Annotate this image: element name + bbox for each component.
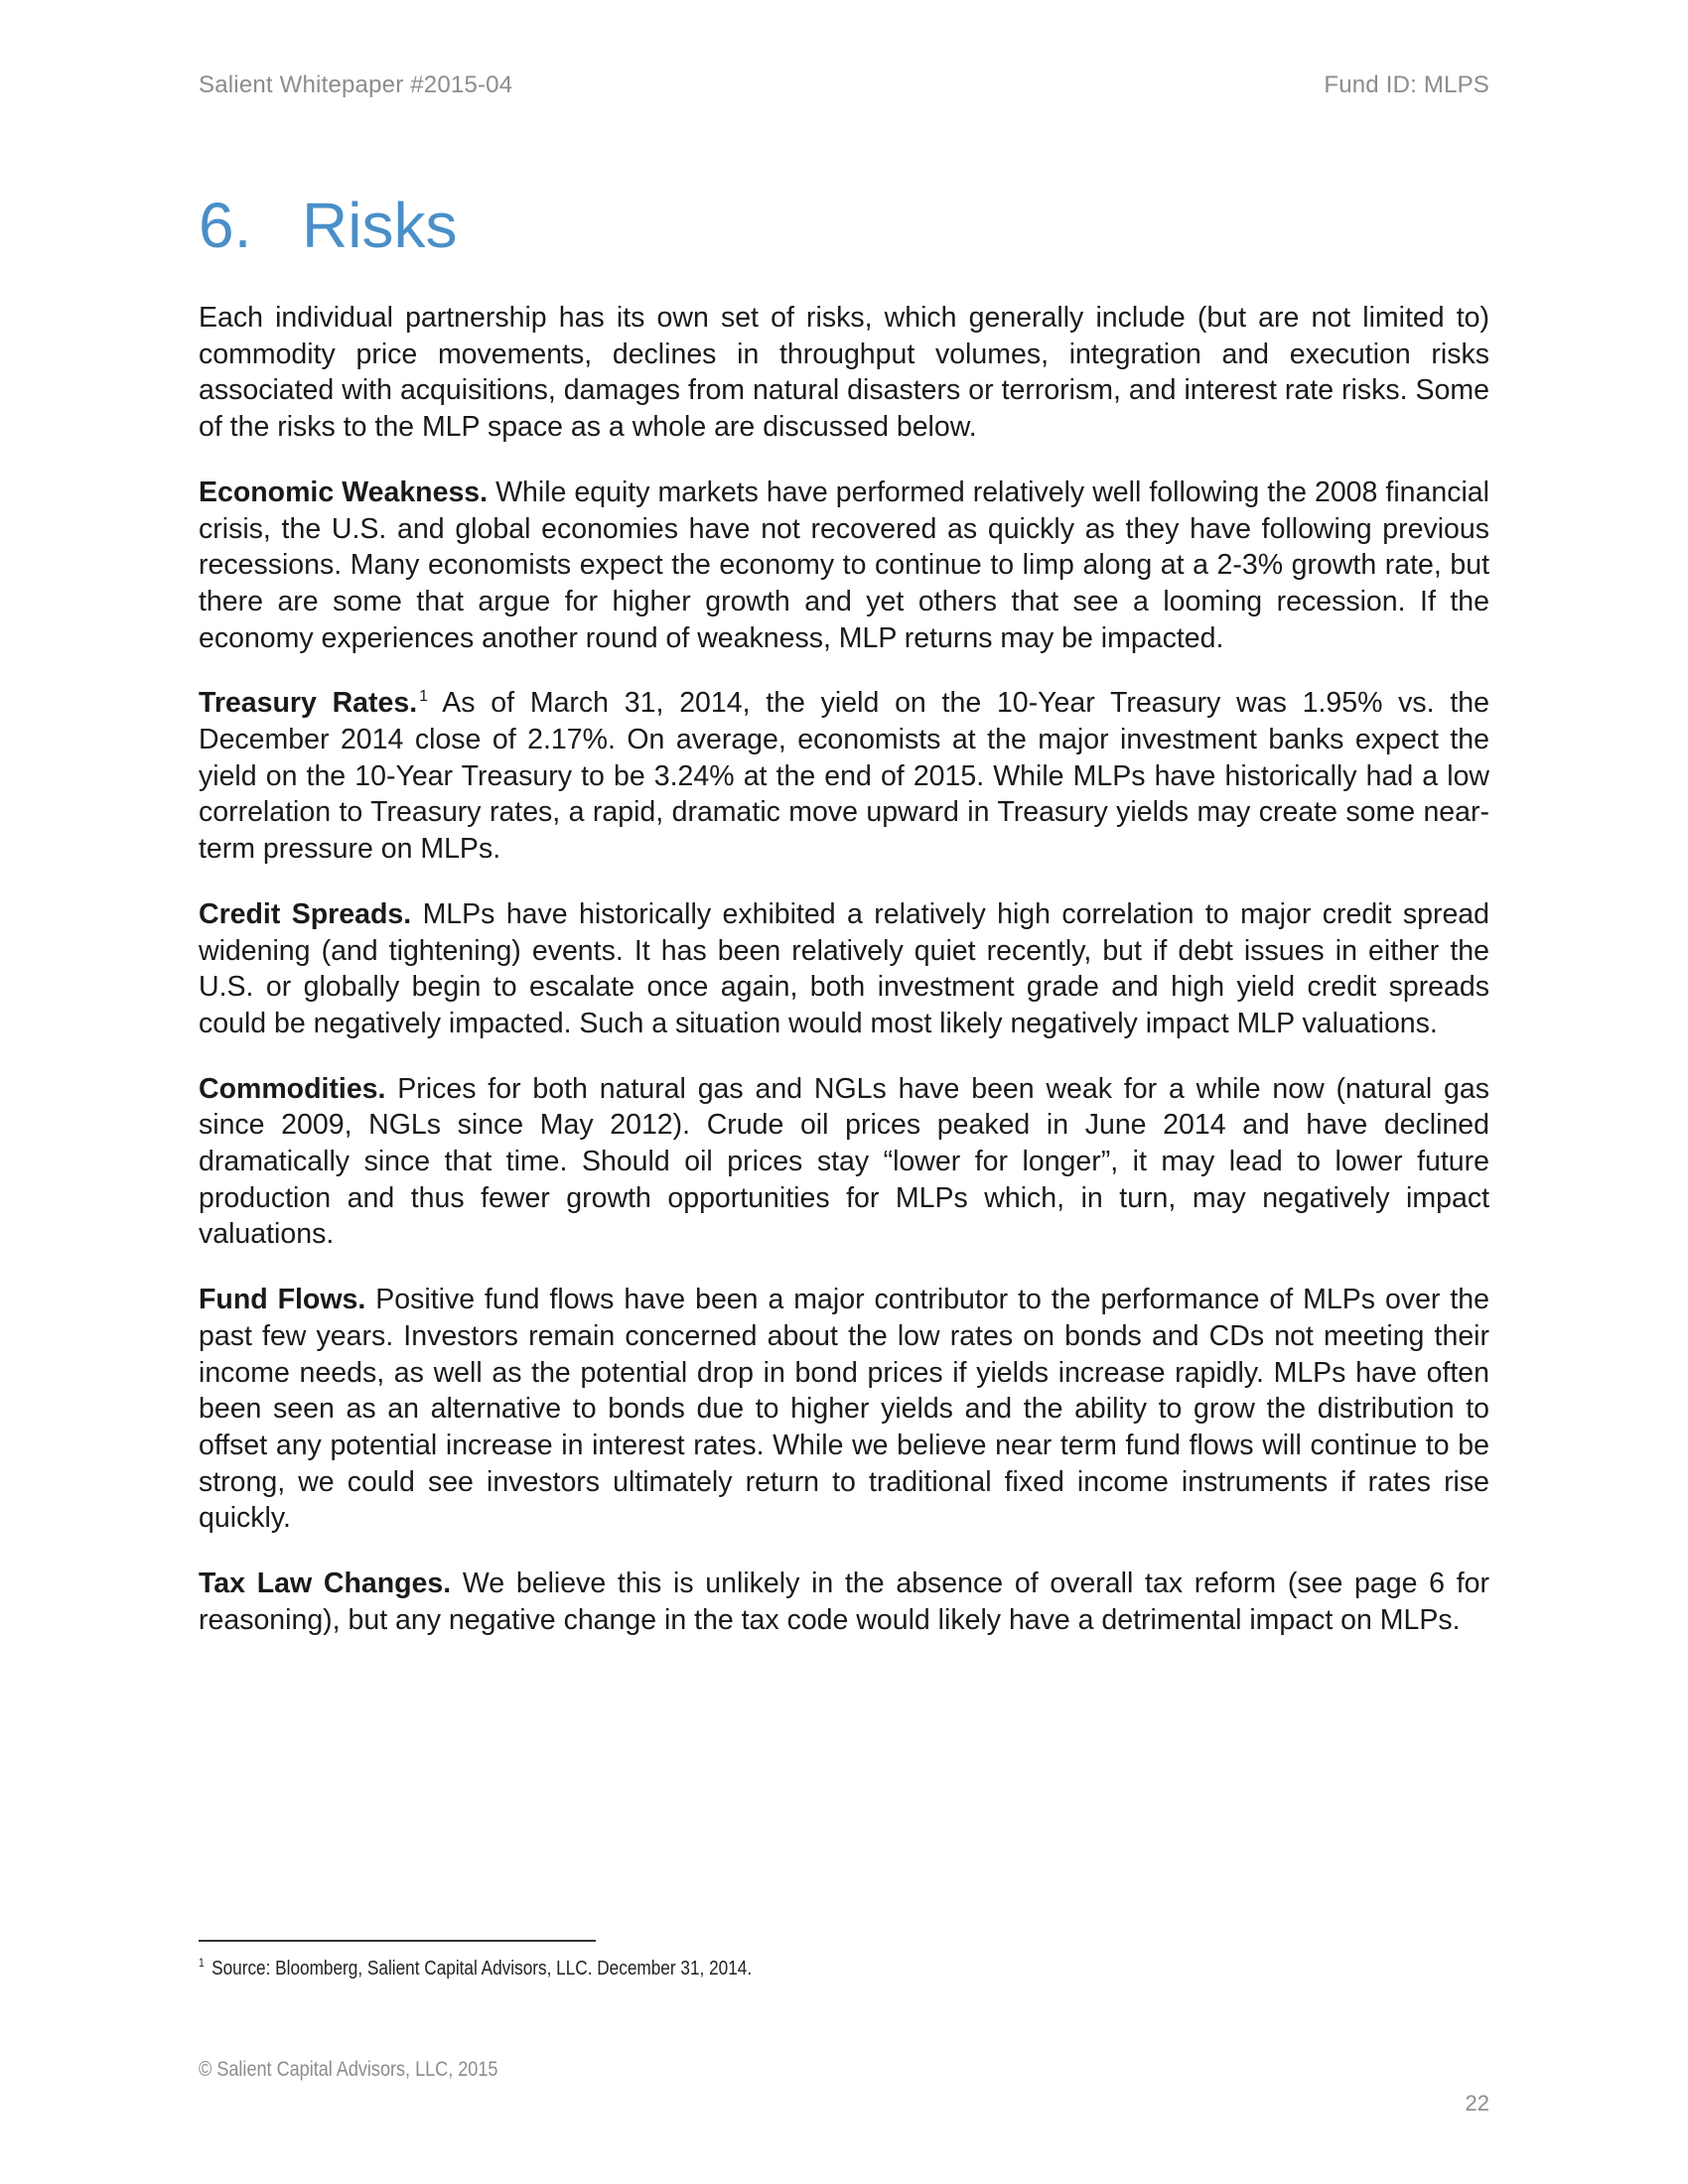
paragraph-lead: Commodities. bbox=[199, 1072, 386, 1105]
paragraph-text: We believe this is unlikely in the absence of overall tax reform (see page 6 for reasoning), but any negative change in the tax code would likely have a detrimental impact on MLPs. bbox=[199, 1568, 1489, 1636]
paragraph-text: While equity markets have performed relatively well following the 2008 financial crisis, the U.S. and global economies have not recovered as quickly as they have following previous recessions. Many economists expect the economy to continue to limp along at a 2-3% growth rate, but there are some that argue for higher growth and yet others that see a looming recession. If the economy experiences another round of weakness, MLP returns may be impacted. bbox=[199, 476, 1489, 654]
treasury-rates-paragraph bbox=[199, 685, 1489, 868]
header-title: Salient Whitepaper #2015-04 bbox=[199, 71, 513, 98]
section-number: 6. bbox=[199, 190, 252, 261]
paragraph-text: Prices for both natural gas and NGLs have been weak for a while now (natural gas since 2009, NGLs since May 2012). Crude oil prices peaked in June 2014 and have declined dramatically since that time. Should oil prices stay “lower for longer”, it may lead to lower future production and thus fewer growth opportunities for MLPs which, in turn, may negatively impact valuations. bbox=[199, 1072, 1489, 1251]
section-heading bbox=[199, 189, 457, 262]
copyright-notice: © Salient Capital Advisors, LLC, 2015 bbox=[199, 2058, 498, 2081]
paragraph-text: As of March 31, 2014, the yield on the 10-Year Treasury was 1.95% vs. the December 2014 close of 2.17%. On average, economists at the major investment banks expect the yield on the 10-Year Treasury to be 3.24% at the end of 2015. While MLPs have historically had a low correlation to Treasury rates, a rapid, dramatic move upward in Treasury yields may create some near-term pressure on MLPs. bbox=[199, 687, 1489, 866]
page-number: 22 bbox=[1465, 2091, 1489, 2116]
fund-flows-paragraph bbox=[199, 1282, 1489, 1537]
header-fund-id: Fund ID: MLPS bbox=[1324, 71, 1489, 98]
footnote-text: Source: Bloomberg, Salient Capital Advisors, LLC. December 31, 2014. bbox=[207, 1958, 753, 1979]
footnote-marker: 1 bbox=[199, 1956, 205, 1970]
intro-paragraph: Each individual partnership has its own set of risks, which generally include (but are not limited to) commodity price movements, declines in throughput volumes, integration and execution risks associated with acquisitions, damages from natural disasters or terrorism, and interest rate risks. Some of the risks to the MLP space as a whole are discussed below. bbox=[199, 302, 1489, 444]
body-text bbox=[199, 300, 1489, 1668]
paragraph-lead: Treasury Rates. bbox=[199, 687, 418, 720]
tax-law-changes-paragraph bbox=[199, 1566, 1489, 1638]
section-title: Risks bbox=[302, 190, 458, 261]
footnote-reference[interactable]: 1 bbox=[419, 688, 429, 706]
footnote-divider bbox=[199, 1940, 596, 1942]
paragraph-lead: Credit Spreads. bbox=[199, 897, 412, 930]
paragraph-lead: Fund Flows. bbox=[199, 1284, 366, 1316]
paragraph-lead: Economic Weakness. bbox=[199, 476, 489, 508]
paragraph-text: MLPs have historically exhibited a relatively high correlation to major credit spread widening (and tightening) events. It has been relatively quiet recently, but if debt issues in either the U.S. or globally begin to escalate once again, both investment grade and high yield credit spreads could be negatively impacted. Such a situation would most likely negatively impact MLP valuations. bbox=[199, 897, 1489, 1039]
running-header bbox=[199, 71, 1489, 99]
paragraph-lead: Tax Law Changes. bbox=[199, 1568, 452, 1600]
commodities-paragraph bbox=[199, 1071, 1489, 1254]
economic-weakness-paragraph bbox=[199, 475, 1489, 657]
paragraph-text: Positive fund flows have been a major contributor to the performance of MLPs over the past few years. Investors remain concerned about the low rates on bonds and CDs not meeting their income needs, as well as the potential drop in bond prices if yields increase rapidly. MLPs have often been seen as an alternative to bonds due to higher yields and the ability to grow the distribution to offset any potential increase in interest rates. While we believe near term fund flows will continue to be strong, we could see investors ultimately return to traditional fixed income instruments if rates rise quickly. bbox=[199, 1284, 1489, 1535]
credit-spreads-paragraph bbox=[199, 896, 1489, 1042]
footnote bbox=[199, 1958, 752, 1980]
